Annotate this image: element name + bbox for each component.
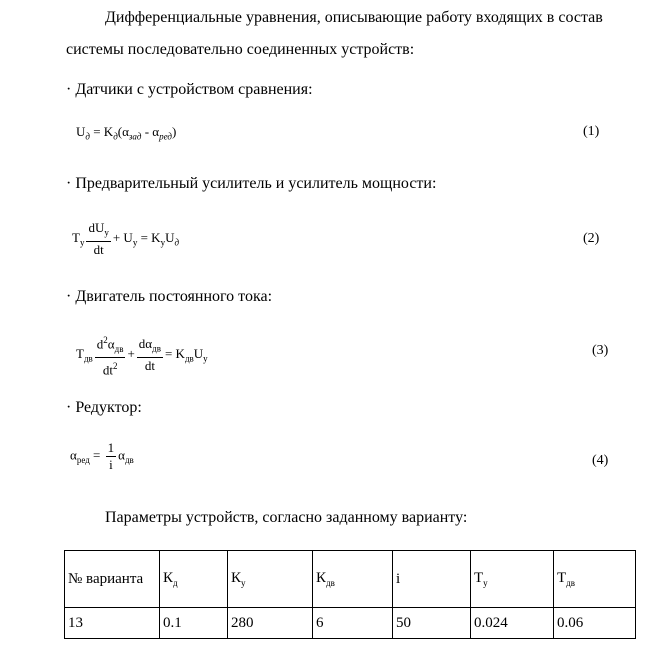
header-variant: № варианта [65, 551, 160, 608]
section-label-reducer: · Редуктор: [66, 399, 142, 416]
section-label-sensors: · Датчики с устройством сравнения: [66, 81, 313, 98]
equation-number-2: (2) [583, 231, 600, 246]
section-label-amplifiers: · Предварительный усилитель и усилитель мощности: [66, 175, 437, 192]
cell-k-d: 0.1 [160, 608, 228, 639]
cell-k-dv: 6 [313, 608, 393, 639]
equation-number-4: (4) [592, 453, 609, 468]
equation-2: $T_у$ $\frac{dU_у}{dt}$ + $U_у = K_уU_д$ [72, 220, 180, 257]
equation-4: $\alpha_{ред}$ = $\frac{1}{i}$ $\alpha_{дв}$ [70, 440, 134, 472]
equation-1: $U_д = K_д(\alpha_{зад} - \alpha_{ред})$ [76, 124, 177, 142]
params-title: Параметры устройств, согласно заданному варианту: [105, 509, 468, 526]
header-t-dv: $Т_{дв}$ [554, 551, 636, 608]
table-row [65, 608, 636, 639]
header-k-d: $К_д$ [160, 551, 228, 608]
table-header-row [65, 551, 636, 608]
header-i: i [393, 551, 471, 608]
header-t-u: $Т_у$ [471, 551, 554, 608]
cell-k-u: 280 [228, 608, 313, 639]
intro-line-2: системы последовательно соединенных устройств: [66, 41, 415, 58]
cell-t-u: 0.024 [471, 608, 554, 639]
section-label-dc-motor: · Двигатель постоянного тока: [66, 288, 273, 305]
header-k-dv: $К_{дв}$ [313, 551, 393, 608]
cell-variant: 13 [65, 608, 160, 639]
header-k-u: $К_у$ [228, 551, 313, 608]
cell-i: 50 [393, 608, 471, 639]
intro-line-1: Дифференциальные уравнения, описывающие работу входящих в состав [105, 9, 603, 26]
equation-number-1: (1) [583, 124, 600, 139]
cell-t-dv: 0.06 [554, 608, 636, 639]
equation-3: $T_{дв}$ $\frac{d^2\alpha_{дв}}{dt^2}$ + $\frac{d\alpha_{дв}}{dt}$ = $K_{дв}U_у$ [76, 332, 208, 378]
equation-number-3: (3) [592, 343, 609, 358]
parameters-table [64, 550, 636, 639]
